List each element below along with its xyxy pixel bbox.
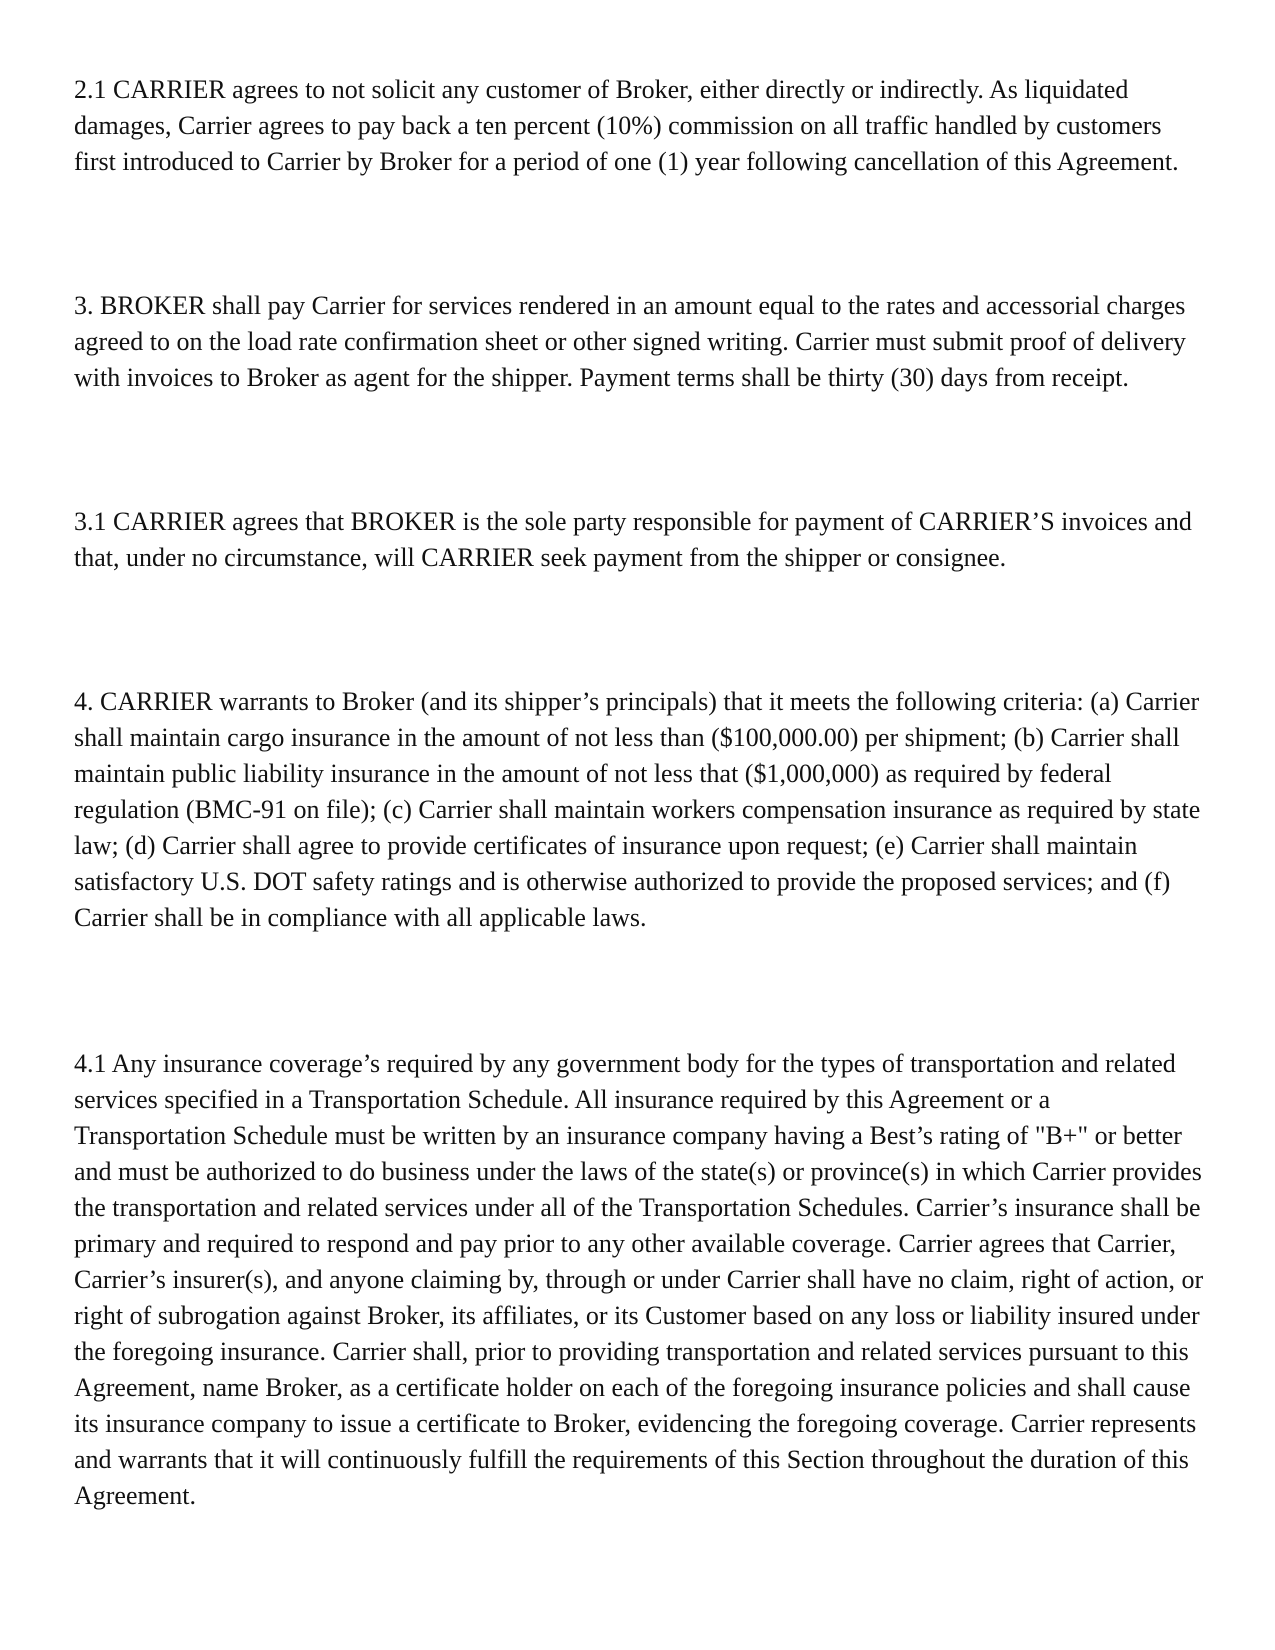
clause-2-1: 2.1 CARRIER agrees to not solicit any customer of Broker, either directly or indirectly. As liquidated damages, Carrier agrees to pay back a ten percent (10%) commission on all traffic handled by customers first introduced to Carrier by Broker for a period of one (1) year following cancellation of this Agreement. xyxy=(74,75,1179,176)
clause-4: 4. CARRIER warrants to Broker (and its shipper’s principals) that it meets the following criteria: (a) Carrier shall maintain cargo insurance in the amount of not less than ($100,000.00) per shipment; (b) Carrier shall maintain public liability insurance in the amount of not less that ($1,000,000) as required by federal regulation (BMC-91 on file); (c) Carrier shall maintain workers compensation insurance as required by state law; (d) Carrier shall agree to provide certificates of insurance upon request; (e) Carrier shall maintain satisfactory U.S. DOT safety ratings and is otherwise authorized to provide the proposed services; and (f) Carrier shall be in compliance with all applicable laws. xyxy=(74,687,1201,932)
clause-3-1: 3.1 CARRIER agrees that BROKER is the sole party responsible for payment of CARRIER’S invoices and that, under no circumstance, will CARRIER seek payment from the shipper or consignee. xyxy=(74,507,1192,572)
clause-3: 3. BROKER shall pay Carrier for services rendered in an amount equal to the rates and accessorial charges agreed to on the load rate confirmation sheet or other signed writing. Carrier must submit proof of delivery with invoices to Broker as agent for the shipper. Payment terms shall be thirty (30) days from receipt. xyxy=(74,291,1186,392)
clause-4-1: 4.1 Any insurance coverage’s required by any government body for the types of transportation and related services specified in a Transportation Schedule. All insurance required by this Agreement or a Transportation Schedule must be written by an insurance company having a Best’s rating of "B+" or better and must be authorized to do business under the laws of the state(s) or province(s) in which Carrier provides the transportation and related services under all of the Transportation Schedules. Carrier’s insurance shall be primary and required to respond and pay prior to any other available coverage. Carrier agrees that Carrier, Carrier’s insurer(s), and anyone claiming by, through or under Carrier shall have no claim, right of action, or right of subrogation against Broker, its affiliates, or its Customer based on any loss or liability insured under the foregoing insurance. Carrier shall, prior to providing transportation and related services pursuant to this Agreement, name Broker, as a certificate holder on each of the foregoing insurance policies and shall cause its insurance company to issue a certificate to Broker, evidencing the foregoing coverage. Carrier represents and warrants that it will continuously fulfill the requirements of this Section throughout the duration of this Agreement. xyxy=(74,1049,1204,1510)
